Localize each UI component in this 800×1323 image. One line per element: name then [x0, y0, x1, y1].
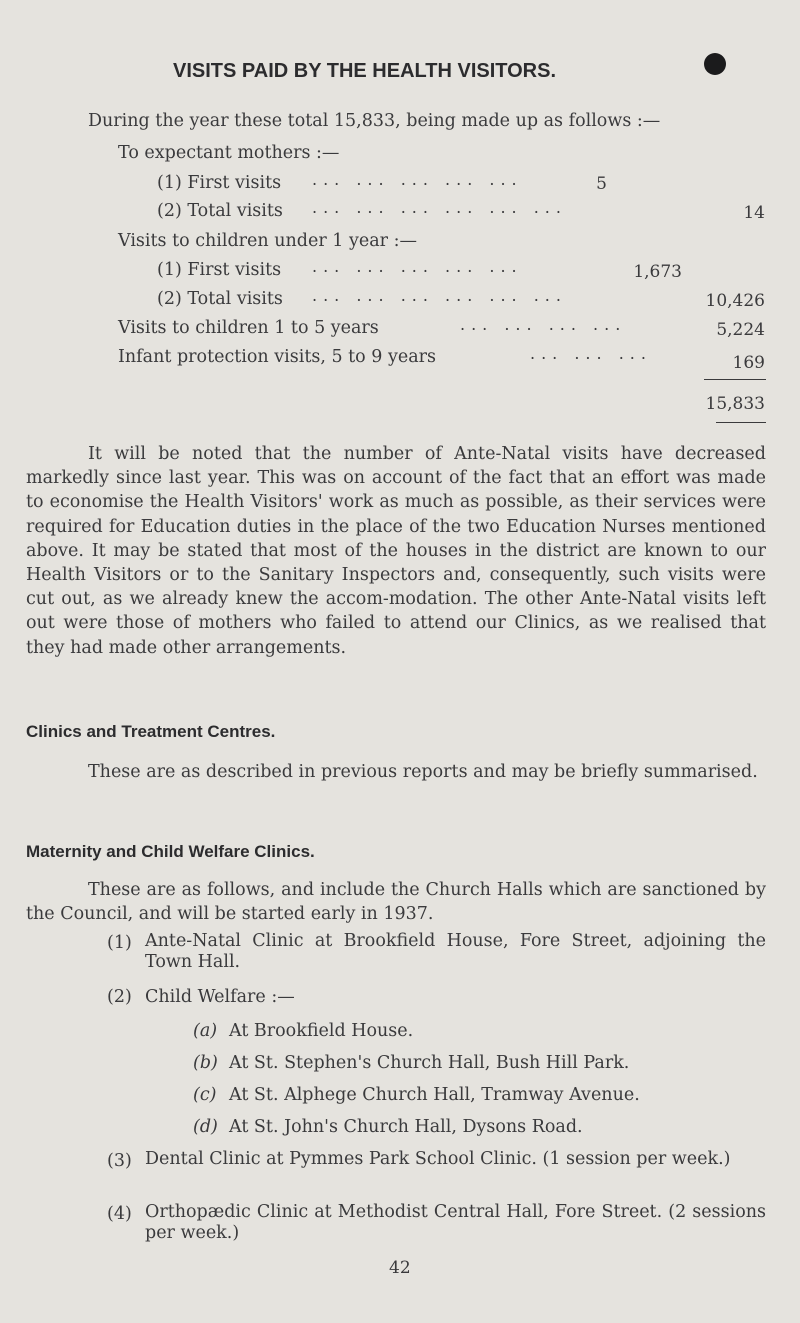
under-one-first-value: 1,673: [633, 262, 682, 282]
under-one-heading: Visits to children under 1 year :—: [118, 231, 417, 251]
sub-item-label: (a): [193, 1021, 218, 1041]
list-item-text: Ante-Natal Clinic at Brookfield House, Fore Street, adjoining the Town Hall.: [145, 931, 766, 972]
sub-item-label: (c): [193, 1085, 217, 1105]
sub-item-text: At St. Stephen's Church Hall, Bush Hill Park.: [229, 1053, 630, 1073]
expectant-first-value: 5: [596, 174, 607, 194]
one-to-five-value: 5,224: [716, 320, 765, 340]
list-item-number: (2): [107, 987, 132, 1007]
list-item-text: Orthopædic Clinic at Methodist Central Hall, Fore Street. (2 sessions per week.): [145, 1202, 766, 1243]
sub-item-text: At St. John's Church Hall, Dysons Road.: [229, 1117, 583, 1137]
list-item-number: (3): [107, 1151, 132, 1171]
infant-protection-label: Infant protection visits, 5 to 9 years: [118, 347, 436, 367]
leader-dots: ... ... ... ...: [460, 315, 627, 334]
expectant-first-label: (1) First visits: [157, 173, 282, 193]
list-item-text: Dental Clinic at Pymmes Park School Clinic. (1 session per week.): [145, 1149, 731, 1169]
grand-total-value: 15,833: [705, 394, 765, 414]
leader-dots: ... ... ...: [530, 344, 652, 363]
ink-blot: [704, 53, 726, 75]
page-number: 42: [389, 1258, 411, 1278]
leader-dots: ... ... ... ... ...: [312, 257, 523, 276]
under-one-first-label: (1) First visits: [157, 260, 282, 280]
sub-item-label: (b): [193, 1053, 218, 1073]
expectant-total-value: 14: [743, 203, 765, 223]
total-rule-top: [704, 379, 766, 380]
one-to-five-label: Visits to children 1 to 5 years: [118, 318, 379, 338]
leader-dots: ... ... ... ... ... ...: [312, 198, 567, 217]
leader-dots: ... ... ... ... ... ...: [312, 286, 567, 305]
maternity-heading: Maternity and Child Welfare Clinics.: [26, 842, 315, 861]
intro-text: During the year these total 15,833, being made up as follows :—: [88, 111, 661, 131]
leader-dots: ... ... ... ... ...: [312, 170, 523, 189]
page-title: VISITS PAID BY THE HEALTH VISITORS.: [173, 60, 557, 82]
sub-item-text: At St. Alphege Church Hall, Tramway Avenue.: [229, 1085, 640, 1105]
under-one-total-value: 10,426: [705, 291, 765, 311]
expectant-total-label: (2) Total visits: [157, 201, 283, 221]
infant-protection-value: 169: [732, 353, 765, 373]
clinics-text: These are as described in previous reports and may be briefly summarised.: [88, 762, 758, 782]
maternity-text: These are as follows, and include the Church Halls which are sanctioned by the Council, and will be started early in 1937.: [26, 880, 766, 924]
clinics-heading: Clinics and Treatment Centres.: [26, 722, 276, 741]
sub-item-label: (d): [193, 1117, 218, 1137]
antenatal-paragraph: It will be noted that the number of Ante-Natal visits have decreased markedly since last year. This was on account of the fact that an effort was made to economise the Health Visitors' work as much as possible, as their services were required for Education duties in the place of the two Education Nurses mentioned above. It may be stated that most of the houses in the district are known to our Health Visitors or to the Sanitary Inspectors and, consequently, such visits were cut out, as we already knew the accom-modation. The other Ante-Natal visits left out were those of mothers who failed to attend our Clinics, as we realised that they had made other arrangements.: [26, 444, 766, 658]
list-item-number: (1): [107, 933, 132, 953]
sub-item-text: At Brookfield House.: [229, 1021, 414, 1041]
expectant-heading: To expectant mothers :—: [118, 143, 340, 163]
under-one-total-label: (2) Total visits: [157, 289, 283, 309]
list-item-text: Child Welfare :—: [145, 987, 295, 1007]
total-rule-bottom: [716, 422, 766, 423]
list-item-number: (4): [107, 1204, 132, 1224]
